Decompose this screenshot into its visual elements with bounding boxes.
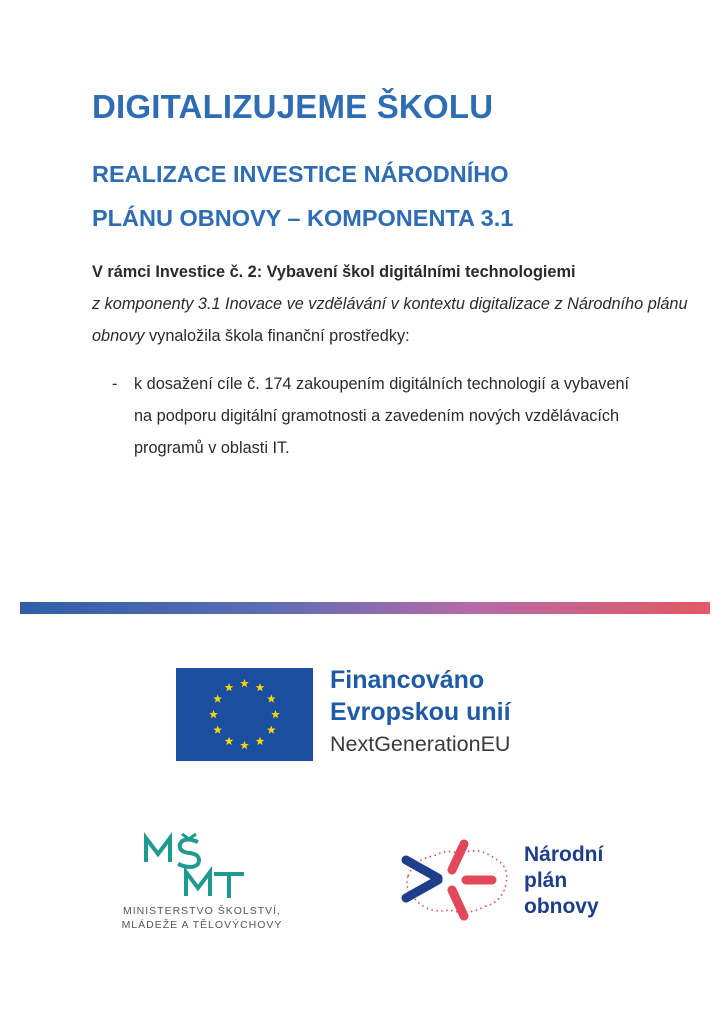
eu-line-1: Financováno [330,666,485,694]
intro-bold-text: V rámci Investice č. 2: Vybavení škol digitálními technologiemi [92,263,576,281]
subtitle-line-2: PLÁNU OBNOVY – KOMPONENTA 3.1 [92,205,514,231]
eu-star-icon [256,737,265,745]
list-item [112,368,632,464]
bullet-text: k dosažení cíle č. 174 zakoupením digitálních technologií a vybavení na podporu digitální gramotnosti a zavedením nových vzdělávacích programů v oblasti IT. [134,375,630,457]
eu-star-icon [225,737,234,745]
npo-logo-icon [398,836,516,928]
eu-line-2: Evropskou unií [330,698,511,726]
eu-star-icon [267,694,276,702]
eu-stars-icon [176,668,313,761]
eu-star-icon [213,725,222,733]
page-title: DIGITALIZUJEME ŠKOLU [92,88,494,125]
intro-rest-text: vynaložila škola finanční prostředky: [144,327,410,345]
msmt-logo-icon [140,832,250,902]
subtitle-line-1: REALIZACE INVESTICE NÁRODNÍHO [92,161,509,187]
eu-line-3: NextGenerationEU [330,732,511,756]
intro-italic-text: z komponenty 3.1 Inovace ve vzdělávání v kontextu digitalizace z Národního plánu obnovy [92,295,688,345]
npo-line-2: plán [524,869,568,892]
intro-paragraph [92,256,692,352]
eu-star-icon [209,710,218,718]
msmt-line-1: MINISTERSTVO ŠKOLSTVÍ, [123,905,281,917]
npo-caption [524,842,603,920]
msmt-caption [92,904,312,932]
eu-star-icon [271,710,280,718]
msmt-line-2: MLÁDEŽE A TĚLOVÝCHOVY [121,919,283,931]
eu-star-icon [240,741,249,749]
bullet-dash: - [112,375,118,393]
eu-flag-icon [176,668,313,761]
eu-funding-text [330,664,511,757]
eu-star-icon [213,694,222,702]
eu-star-icon [256,683,265,691]
page-subtitle [92,152,612,240]
npo-line-3: obnovy [524,895,599,918]
npo-line-1: Národní [524,843,604,866]
gradient-divider [20,602,710,614]
eu-star-icon [225,683,234,691]
eu-star-icon [267,725,276,733]
eu-star-icon [240,679,249,687]
